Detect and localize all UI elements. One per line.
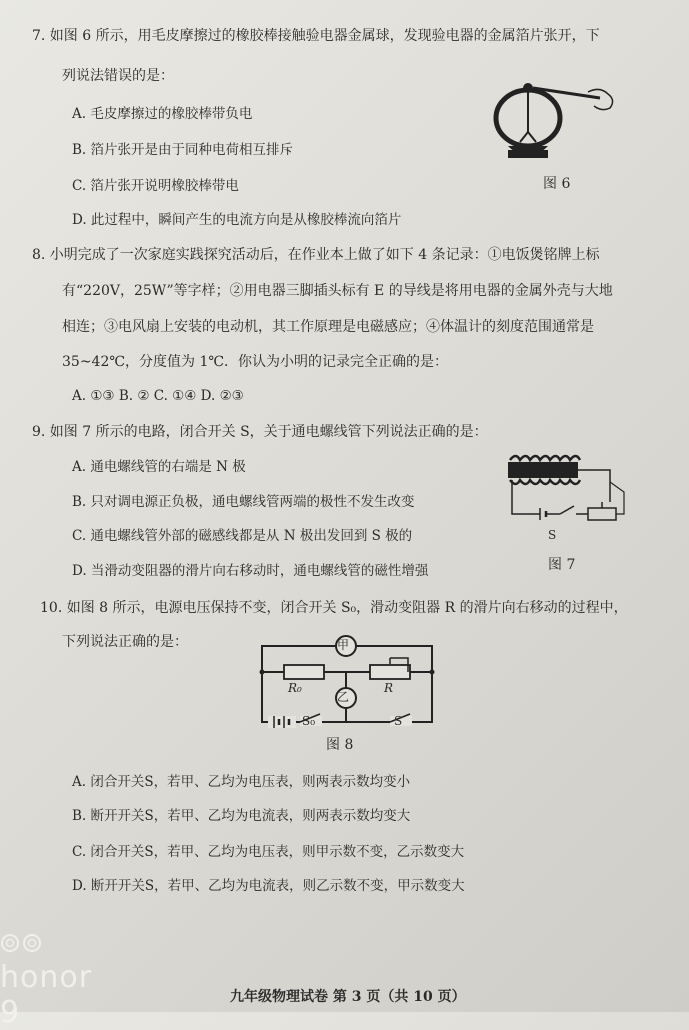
figure8-label-s0: S₀: [302, 714, 316, 728]
q7-option-a: A. 毛皮摩擦过的橡胶棒带负电: [72, 106, 253, 122]
q10-option-d: D. 断开开关S，若甲、乙均为电流表，则乙示数不变，甲示数变大: [72, 878, 465, 894]
q8-stem-line3: 相连；③电风扇上安装的电动机，其工作原理是电磁感应；④体温计的刻度范围通常是: [62, 319, 594, 335]
q8-stem-line1: 8. 小明完成了一次家庭实践探究活动后，在作业本上做了如下 4 条记录：①电饭煲铭牌上标: [32, 247, 600, 263]
q10-option-b: B. 断开开关S，若甲、乙均为电流表，则两表示数均变大: [72, 808, 411, 824]
q10-stem-line2: 下列说法正确的是：: [62, 634, 188, 650]
q10-stem-line1: 10. 如图 8 所示，电源电压保持不变，闭合开关 S₀，滑动变阻器 R 的滑片向右移动的过程中，: [40, 600, 628, 616]
q9-stem-line1: 9. 如图 7 所示的电路，闭合开关 S，关于通电螺线管下列说法正确的是：: [32, 424, 488, 440]
q9-option-d: D. 当滑动变阻器的滑片向右移动时，通电螺线管的磁性增强: [72, 563, 429, 579]
q7-stem-line1: 7. 如图 6 所示，用毛皮摩擦过的橡胶棒接触验电器金属球，发现验电器的金属箔片张开，下: [32, 28, 600, 44]
q7-stem-line2: 列说法错误的是：: [62, 68, 174, 84]
page-footer: 九年级物理试卷 第 3 页（共 10 页）: [230, 989, 466, 1005]
figure7-caption: 图 7: [548, 557, 576, 573]
figure7-switch-label: S: [548, 528, 557, 542]
watermark-brand: honor 9: [0, 960, 93, 1030]
figure6-caption: 图 6: [543, 176, 571, 192]
q7-option-d: D. 此过程中，瞬间产生的电流方向是从橡胶棒流向箔片: [72, 212, 402, 228]
q9-option-b: B. 只对调电源正负极，通电螺线管两端的极性不发生改变: [72, 494, 415, 510]
figure8-caption: 图 8: [326, 737, 354, 753]
q10-option-c: C. 闭合开关S，若甲、乙均为电压表，则甲示数不变，乙示数变大: [72, 844, 465, 860]
q7-option-c: C. 箔片张开说明橡胶棒带电: [72, 178, 239, 194]
q10-option-a: A. 闭合开关S，若甲、乙均为电压表，则两表示数均变小: [72, 774, 411, 790]
q9-option-a: A. 通电螺线管的右端是 N 极: [72, 459, 246, 475]
figure8-meter-jia: 甲: [337, 638, 350, 652]
dual-camera-icon: [0, 932, 46, 954]
figure8-label-s: S: [394, 714, 403, 728]
figure8-meter-yi: 乙: [337, 690, 350, 704]
electroscope-figure: [488, 70, 638, 170]
solenoid-circuit-figure: [500, 452, 630, 552]
q9-option-c: C. 通电螺线管外部的磁感线都是从 N 极出发回到 S 极的: [72, 528, 413, 544]
q8-stem-line4: 35~42℃，分度值为 1℃．你认为小明的记录完全正确的是：: [62, 354, 449, 370]
q8-stem-line2: 有“220V，25W”等字样；②用电器三脚插头标有 E 的导线是将用电器的金属外壳与大地: [62, 283, 613, 299]
q7-option-b: B. 箔片张开是由于同种电荷相互排斥: [72, 142, 294, 158]
q8-options: A. ①③ B. ② C. ①④ D. ②③: [72, 388, 244, 404]
figure8-label-r: R: [384, 681, 394, 695]
figure8-label-r0: R₀: [288, 681, 302, 695]
